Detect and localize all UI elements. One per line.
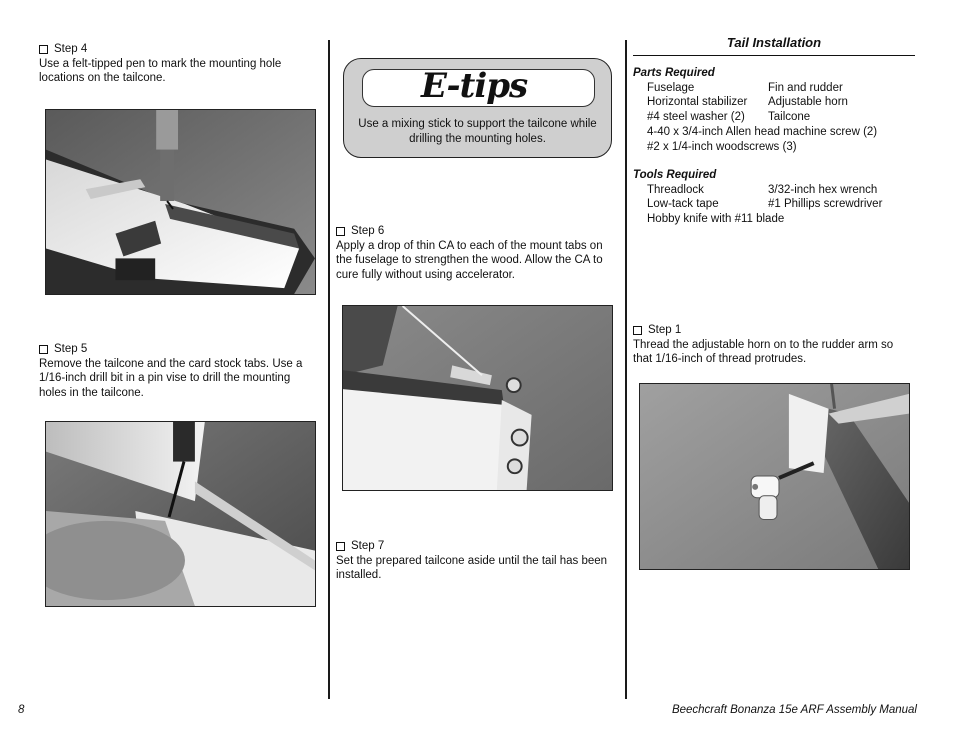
- etips-text: Use a mixing stick to support the tailcone while drilling the mounting holes.: [358, 118, 597, 145]
- parts-required: [633, 66, 923, 154]
- step6-header: [336, 224, 618, 239]
- step5-header: [39, 342, 319, 357]
- step5-text: Remove the tailcone and the card stock tabs. Use a 1/16-inch drill bit in a pin vise to drill the mounting holes in the tailcone.: [39, 357, 303, 400]
- parts-row: [647, 81, 923, 96]
- step6-block: [336, 224, 618, 283]
- column-divider-right: [625, 40, 627, 699]
- step6-photo: [342, 305, 613, 491]
- step6-text: Apply a drop of thin CA to each of the mount tabs on the fuselage to strengthen the wood. Allow the CA to cure fully without using accelerator.: [336, 239, 603, 282]
- step7-checkbox[interactable]: [336, 542, 345, 551]
- step1-photo: [639, 383, 910, 570]
- tool-item: Low-tack tape: [647, 198, 719, 211]
- tools-row: [647, 197, 923, 212]
- step4-text: Use a felt-tipped pen to mark the mounting hole locations on the tailcone.: [39, 57, 282, 85]
- step1-block: [633, 323, 915, 367]
- tool-item: Hobby knife with #11 blade: [647, 213, 785, 226]
- step5-block: [39, 342, 319, 401]
- step4-label: Step 4: [54, 43, 88, 55]
- step5-photo: [45, 421, 316, 607]
- step1-checkbox[interactable]: [633, 326, 642, 335]
- step6-label: Step 6: [351, 225, 385, 237]
- step7-header: [336, 539, 618, 554]
- step1-text: Thread the adjustable horn on to the rudder arm so that 1/16-inch of thread protrudes.: [633, 338, 894, 366]
- tools-required: [633, 168, 923, 227]
- parts-row: [647, 110, 923, 125]
- step7-text: Set the prepared tailcone aside until the tail has been installed.: [336, 554, 608, 582]
- part-item: #2 x 1/4-inch woodscrews (3): [647, 140, 797, 153]
- etips-logo-frame: [362, 66, 595, 107]
- tools-title: Tools Required: [633, 169, 717, 181]
- step7-label: Step 7: [351, 540, 385, 552]
- step4-checkbox[interactable]: [39, 45, 48, 54]
- tool-item: 3/32-inch hex wrench: [768, 183, 878, 196]
- etips-box: [343, 58, 612, 158]
- step6-checkbox[interactable]: [336, 227, 345, 236]
- part-item: Fuselage: [647, 81, 695, 94]
- step1-header: [633, 323, 915, 338]
- part-item: Tailcone: [768, 111, 811, 124]
- etips-logo: E-tips: [421, 66, 528, 106]
- tool-item: Threadlock: [647, 183, 704, 196]
- step7-block: [336, 539, 618, 583]
- step4-block: [39, 42, 319, 86]
- tail-installation-header: [633, 36, 915, 56]
- part-item: #4 steel washer (2): [647, 111, 745, 124]
- step4-photo: [45, 109, 316, 295]
- part-item: Horizontal stabilizer: [647, 96, 748, 109]
- parts-row: [647, 95, 923, 110]
- part-item: Adjustable horn: [768, 96, 848, 109]
- section-title: Tail Installation: [726, 35, 822, 50]
- tools-row: [647, 183, 923, 198]
- step5-checkbox[interactable]: [39, 345, 48, 354]
- column-divider-left: [328, 40, 330, 699]
- section-title-rule: [633, 55, 915, 56]
- tool-item: #1 Phillips screwdriver: [768, 198, 883, 211]
- step1-label: Step 1: [648, 324, 682, 336]
- part-item: Fin and rudder: [768, 81, 843, 94]
- page-number: 8: [18, 704, 25, 716]
- step5-label: Step 5: [54, 343, 88, 355]
- part-item: 4-40 x 3/4-inch Allen head machine screw (2): [647, 125, 878, 138]
- manual-title: Beechcraft Bonanza 15e ARF Assembly Manual: [671, 704, 917, 716]
- step4-header: [39, 42, 319, 57]
- parts-title: Parts Required: [633, 67, 715, 79]
